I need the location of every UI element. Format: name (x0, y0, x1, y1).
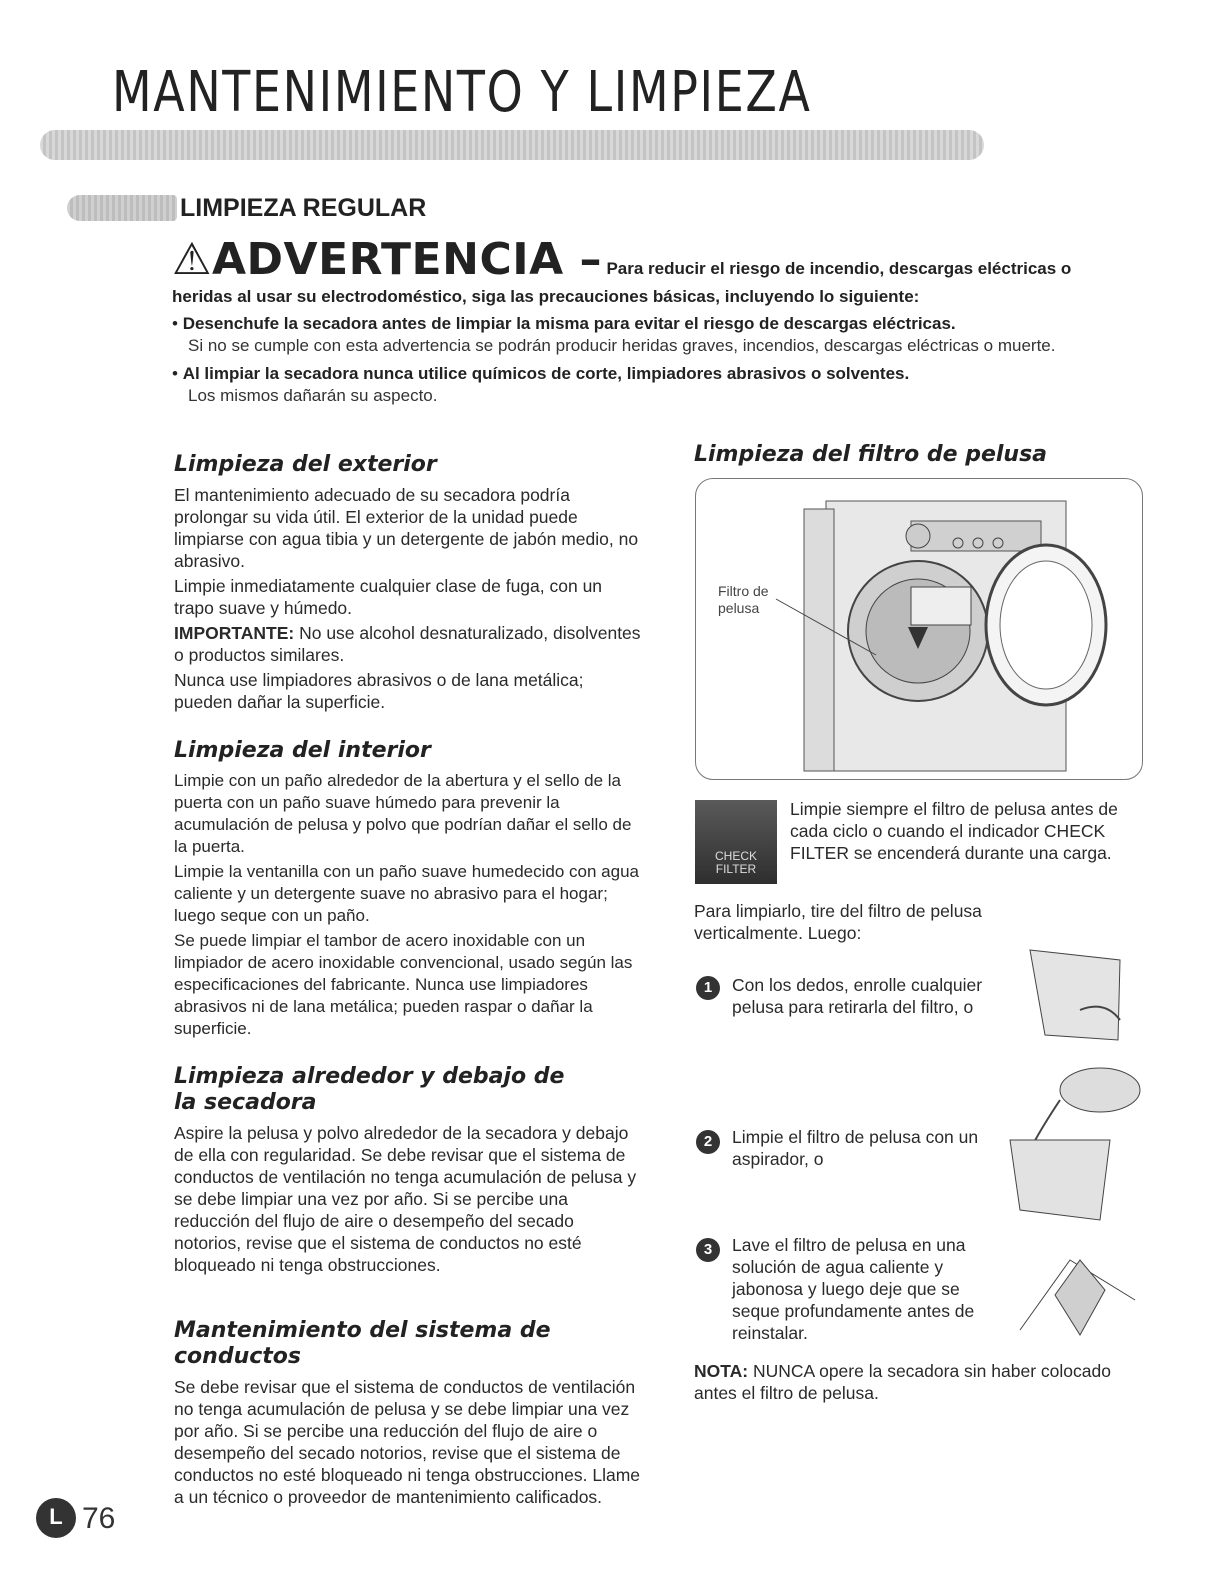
note-text: NUNCA opere la secadora sin haber colocado antes el filtro de pelusa. (694, 1361, 1111, 1403)
around-heading: Limpieza alrededor y debajo de la secadora (174, 1064, 565, 1115)
warning-intro: Para reducir el riesgo de incendio, descargas eléctricas o (606, 259, 1072, 278)
step-number: 3 (696, 1238, 720, 1262)
around-paragraph: Aspire la pelusa y polvo alrededor de la secadora y debajo de ella con regularidad. Se debe revisar que el sistema de conductos de ventilación no tenga acumulación de pelusa y se debe limpiar una vez por año. Si se percibe una reducción del flujo de aire o desempeño del secado notorios, revise que el sistema de conductos no esté bloqueado ni tenga obstrucciones. (174, 1123, 637, 1275)
warning-bullet-bold: Desenchufe la secadora antes de limpiar la misma para evitar el riesgo de descargas eléctricas. (182, 314, 956, 333)
vacuum-illustration (1000, 1060, 1150, 1230)
step-text: Lave el filtro de pelusa en una solución de agua caliente y jabonosa y luego deje que se seque profundamente antes de reinstalar. (732, 1235, 975, 1343)
exterior-heading: Limpieza del exterior (174, 452, 437, 477)
icon-text: FILTER (715, 862, 757, 876)
note-label: NOTA: (694, 1361, 749, 1381)
logo-letter: L (49, 1504, 63, 1529)
dryer-illustration (696, 479, 1142, 779)
interior-paragraph: Se puede limpiar el tambor de acero inoxidable con un limpiador de acero inoxidable convencional, usado según las especificaciones del fabricante. Nunca use limpiadores abrasivos ni de lana metálica; pueden raspar o dañar la superficie. (174, 931, 633, 1038)
ducts-section (174, 1318, 644, 1511)
exterior-paragraph: Nunca use limpiadores abrasivos o de lana metálica; pueden dañar la superficie. (174, 670, 584, 712)
lint-filter-roll-illustration (1000, 940, 1140, 1060)
dryer-figure (695, 478, 1143, 780)
warning-bullet-bold: Al limpiar la secadora nunca utilice químicos de corte, limpiadores abrasivos o solventes. (182, 364, 910, 383)
note (694, 1360, 1114, 1404)
interior-heading: Limpieza del interior (174, 738, 431, 763)
warning-icon: ⚠ (172, 234, 212, 285)
page-number: 76 (82, 1502, 116, 1535)
lg-logo-icon (36, 1498, 76, 1538)
lint-filter-heading: Limpieza del filtro de pelusa (694, 442, 1048, 467)
warning-bullet-text: Si no se cumple con esta advertencia se podrán producir heridas graves, incendios, descargas eléctricas o muerte. (188, 336, 1056, 355)
ducts-heading: Mantenimiento del sistema de conductos (174, 1318, 551, 1369)
warning-intro-line2: heridas al usar su electrodoméstico, siga las precauciones básicas, incluyendo lo siguiente: (172, 287, 920, 306)
around-section (174, 1064, 644, 1279)
page-title: MANTENIMIENTO Y LIMPIEZA (112, 60, 812, 125)
step-text: Limpie el filtro de pelusa con un aspirador, o (732, 1127, 979, 1169)
warning-bullet: • Al limpiar la secadora nunca utilice químicos de corte, limpiadores abrasivos o solventes. Los mismos dañarán su aspecto. (172, 363, 1172, 407)
warning-bullet: • Desenchufe la secadora antes de limpiar la misma para evitar el riesgo de descargas eléctricas. Si no se cumple con esta advertencia se podrán producir heridas graves, incendios, descargas eléctricas o muerte. (172, 313, 1172, 357)
warning-bullet-text: Los mismos dañarán su aspecto. (188, 386, 438, 405)
warning-heading: ADVERTENCIA – (211, 234, 602, 285)
check-filter-icon (695, 800, 777, 884)
filter-callout-label: Filtro de pelusa (718, 583, 769, 616)
icon-text: CHECK (714, 849, 757, 863)
step-number: 2 (696, 1130, 720, 1154)
check-filter-paragraph: Limpie siempre el filtro de pelusa antes de cada ciclo o cuando el indicador CHECK FILTER se encenderá durante una carga. (790, 799, 1118, 863)
exterior-section (174, 452, 644, 716)
interior-paragraph: Limpie la ventanilla con un paño suave humedecido con agua caliente y un detergente suave no abrasivo para el hogar; luego seque con un paño. (174, 862, 639, 925)
interior-paragraph: Limpie con un paño alrededor de la abertura y el sello de la puerta con un paño suave húmedo para prevenir la acumulación de pelusa y polvo que podrían dañar el sello de la puerta. (174, 771, 632, 856)
interior-section (174, 738, 644, 1043)
section-title: LIMPIEZA REGULAR (180, 194, 427, 222)
important-text: No use alcohol desnaturalizado, disolventes o productos similares. (174, 623, 641, 665)
title-decorative-bar (40, 130, 984, 160)
step-text: Con los dedos, enrolle cualquier pelusa para retirarla del filtro, o (732, 975, 983, 1017)
important-label: IMPORTANTE: (174, 623, 295, 643)
section-decorative-pill (67, 195, 177, 221)
ducts-paragraph: Se debe revisar que el sistema de conductos de ventilación no tenga acumulación de pelusa y se debe limpiar una vez por año. Si se percibe una reducción del flujo de aire o desempeño del secado notorios, revise que el sistema de conductos no esté bloqueado ni tenga obstrucciones. Llame a un técnico o proveedor de mantenimiento calificados. (174, 1377, 641, 1507)
filter-intro: Para limpiarlo, tire del filtro de pelusa verticalmente. Luego: (694, 901, 982, 943)
warning-block (172, 234, 1172, 407)
exterior-paragraph: El mantenimiento adecuado de su secadora podría prolongar su vida útil. El exterior de la unidad puede limpiarse con agua tibia y un detergente de jabón medio, no abrasivo. (174, 485, 639, 571)
exterior-paragraph: Limpie inmediatamente cualquier clase de fuga, con un trapo suave y húmedo. (174, 576, 603, 618)
wash-filter-illustration (1010, 1240, 1140, 1350)
step-number: 1 (696, 976, 720, 1000)
exterior-important (174, 622, 644, 666)
